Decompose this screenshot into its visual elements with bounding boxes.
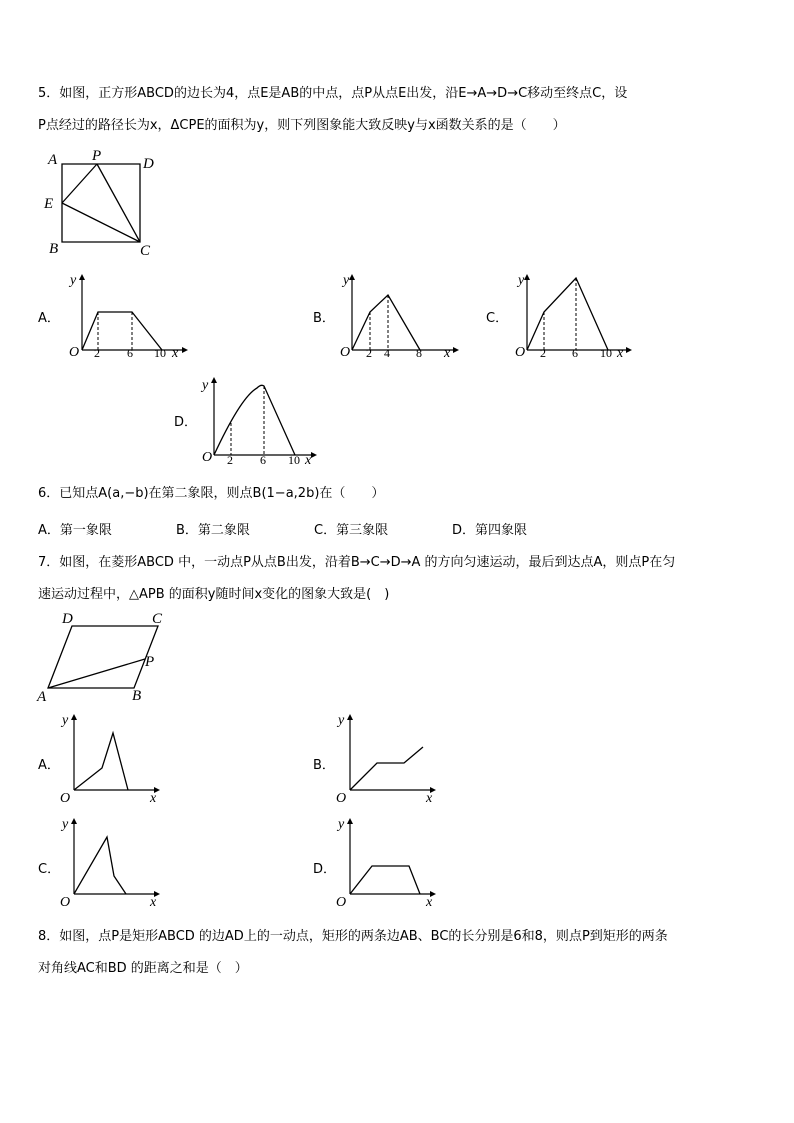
q8-text-line2: 对角线AC和BD 的距离之和是（ ） — [38, 961, 248, 976]
svg-text:O: O — [336, 791, 347, 805]
q7-option-a-graph[interactable] — [58, 710, 168, 805]
q5-option-d-graph[interactable] — [197, 375, 327, 467]
svg-text:x: x — [444, 346, 451, 360]
svg-text:y: y — [338, 817, 345, 832]
q7-option-b-label[interactable]: B． — [313, 758, 335, 773]
svg-text:10: 10 — [288, 453, 300, 467]
svg-text:y: y — [343, 273, 350, 288]
q5-text-line1: 5．如图，正方形ABCD的边长为4，点E是AB的中点，点P从点E出发，沿E→A→D→C移动至终点C，设 — [38, 86, 628, 101]
svg-text:y: y — [62, 713, 69, 728]
svg-text:O: O — [515, 345, 526, 360]
vertex-E: E — [44, 196, 54, 212]
svg-text:O: O — [60, 791, 71, 805]
svg-text:x: x — [617, 346, 624, 360]
vertex-D: D — [62, 611, 73, 627]
vertex-C: C — [152, 611, 163, 627]
svg-text:y: y — [70, 273, 77, 288]
svg-text:2: 2 — [94, 346, 100, 360]
q7-option-c-graph[interactable] — [58, 814, 168, 909]
svg-text:x: x — [150, 791, 157, 805]
q5-option-b-label[interactable]: B． — [313, 311, 335, 326]
vertex-C: C — [140, 243, 151, 259]
q7-option-c-label[interactable]: C． — [38, 862, 61, 877]
q7-option-b-graph[interactable] — [334, 710, 444, 805]
svg-text:y: y — [338, 713, 345, 728]
q8-text-line1: 8．如图，点P是矩形ABCD 的边AD上的一动点，矩形的两条边AB、BC的长分别是6和8，则点P到矩形的两条 — [38, 929, 668, 944]
svg-text:2: 2 — [366, 346, 372, 360]
vertex-A: A — [48, 152, 58, 168]
svg-text:4: 4 — [384, 346, 390, 360]
vertex-B: B — [49, 241, 59, 257]
svg-text:y: y — [202, 378, 209, 393]
vertex-A: A — [37, 689, 47, 703]
q7-rhombus-figure — [34, 608, 174, 703]
svg-text:x: x — [426, 791, 433, 805]
q6-option-b[interactable]: B．第二象限 — [176, 523, 250, 538]
q5-option-c-graph[interactable] — [510, 270, 640, 360]
svg-text:x: x — [150, 895, 157, 909]
svg-text:2: 2 — [540, 346, 546, 360]
q7-option-d-label[interactable]: D． — [313, 862, 337, 877]
vertex-P: P — [145, 654, 155, 670]
svg-text:O: O — [336, 895, 347, 909]
q7-option-a-label[interactable]: A． — [38, 758, 60, 773]
q6-option-d[interactable]: D．第四象限 — [452, 523, 528, 538]
svg-text:O: O — [202, 450, 213, 465]
svg-text:O: O — [60, 895, 71, 909]
svg-text:2: 2 — [227, 453, 233, 467]
svg-text:6: 6 — [572, 346, 578, 360]
q6-option-a[interactable]: A．第一象限 — [38, 523, 112, 538]
vertex-D: D — [143, 156, 154, 172]
q7-option-d-graph[interactable] — [334, 814, 444, 909]
q7-text-line1: 7．如图，在菱形ABCD 中，一动点P从点B出发，沿着B→C→D→A 的方向匀速运动，最后到达点A，则点P在匀 — [38, 555, 676, 570]
svg-text:O: O — [340, 345, 351, 360]
svg-text:8: 8 — [416, 346, 422, 360]
q6-option-c[interactable]: C．第三象限 — [314, 523, 389, 538]
q6-text: 6．已知点A(a,−b)在第二象限，则点B(1−a,2b)在（ ） — [38, 486, 385, 501]
svg-text:O: O — [69, 345, 80, 360]
q7-text-line2: 速运动过程中，△APB 的面积y随时间x变化的图象大致是( ) — [38, 587, 390, 602]
svg-text:10: 10 — [154, 346, 166, 360]
svg-text:x: x — [172, 346, 179, 360]
svg-text:y: y — [518, 273, 525, 288]
svg-text:x: x — [305, 453, 312, 467]
vertex-B: B — [132, 688, 142, 703]
q5-option-a-graph[interactable] — [62, 270, 192, 360]
svg-text:6: 6 — [127, 346, 133, 360]
q5-text-line2: P点经过的路径长为x，ΔCPE的面积为y，则下列图象能大致反映y与x函数关系的是（ ） — [38, 118, 566, 133]
q5-option-d-label[interactable]: D． — [174, 415, 198, 430]
vertex-P: P — [92, 148, 102, 164]
svg-text:6: 6 — [260, 453, 266, 467]
q5-square-figure — [40, 148, 170, 260]
q5-option-b-graph[interactable] — [335, 270, 465, 360]
q5-option-a-label[interactable]: A． — [38, 311, 60, 326]
svg-text:x: x — [426, 895, 433, 909]
svg-text:y: y — [62, 817, 69, 832]
svg-text:10: 10 — [600, 346, 612, 360]
q5-option-c-label[interactable]: C． — [486, 311, 509, 326]
